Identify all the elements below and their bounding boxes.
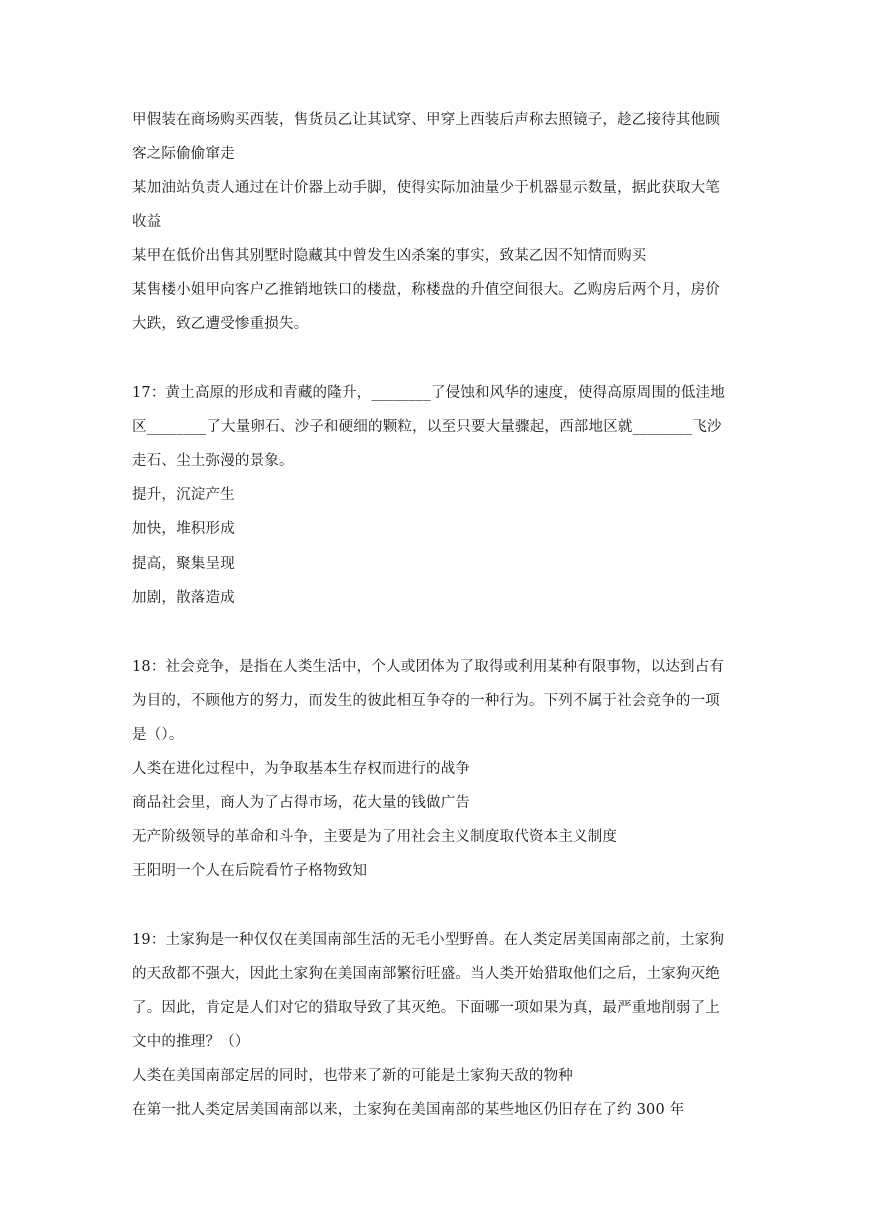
q17-option-a: 提升，沉淀产生 [132, 487, 235, 503]
q17-option-c: 提高，聚集呈现 [132, 556, 235, 572]
q18-stem-line-2: 为目的，不顾他方的努力，而发生的彼此相互争夺的一种行为。下列不属于社会竞争的一项 [132, 693, 720, 709]
q16-option-b-line-1: 某加油站负责人通过在计价器上动手脚，使得实际加油量少于机器显示数量，据此获取大笔 [132, 180, 720, 196]
q17-stem-line-1: 17：黄土高原的形成和青藏的隆升，________了侵蚀和风华的速度，使得高原周围的低洼地 [132, 385, 725, 401]
q18-option-c: 无产阶级领导的革命和斗争，主要是为了用社会主义制度取代资本主义制度 [132, 829, 618, 845]
q17-option-d: 加剧，散落造成 [132, 590, 235, 606]
q19-option-a: 人类在美国南部定居的同时，也带来了新的可能是土家狗天敌的物种 [132, 1068, 573, 1084]
q16-option-b-line-2: 收益 [132, 214, 162, 230]
q16-option-a-line-2: 客之际偷偷窜走 [132, 146, 235, 162]
q16-option-c: 某甲在低价出售其别墅时隐藏其中曾发生凶杀案的事实，致某乙因不知情而购买 [132, 248, 647, 264]
q19-stem-line-3: 了。因此，肯定是人们对它的猎取导致了其灭绝。下面哪一项如果为真，最严重地削弱了上 [132, 1000, 720, 1016]
q16-option-a-line-1: 甲假装在商场购买西装，售货员乙让其试穿、甲穿上西装后声称去照镜子，趁乙接待其他顾 [132, 112, 720, 128]
q19-stem-line-4: 文中的推理？（） [132, 1034, 250, 1050]
q16-option-d-line-2: 大跌，致乙遭受惨重损失。 [132, 316, 309, 332]
q18-option-d: 王阳明一个人在后院看竹子格物致知 [132, 863, 368, 879]
q18-option-a: 人类在进化过程中，为争取基本生存权而进行的战争 [132, 761, 471, 777]
q19-stem-line-1: 19：土家狗是一种仅仅在美国南部生活的无毛小型野兽。在人类定居美国南部之前，土家狗 [132, 932, 725, 948]
q17-option-b: 加快，堆积形成 [132, 521, 235, 537]
q18-stem-line-1: 18：社会竞争，是指在人类生活中，个人或团体为了取得或利用某种有限事物，以达到占有 [132, 659, 725, 675]
q18-stem-line-3: 是（）。 [132, 727, 184, 743]
q17-stem-line-3: 走石、尘土弥漫的景象。 [132, 453, 294, 469]
q19-option-b: 在第一批人类定居美国南部以来，土家狗在美国南部的某些地区仍旧存在了约 300 年 [132, 1102, 685, 1118]
q17-stem-line-2: 区________了大量卵石、沙子和硬细的颗粒，以至只要大量骤起，西部地区就________飞沙 [132, 419, 722, 435]
q18-option-b: 商品社会里，商人为了占得市场，花大量的钱做广告 [132, 795, 471, 811]
q16-option-d-line-1: 某售楼小姐甲向客户乙推销地铁口的楼盘，称楼盘的升值空间很大。乙购房后两个月，房价 [132, 282, 720, 298]
q19-stem-line-2: 的天敌都不强大，因此土家狗在美国南部繁衍旺盛。当人类开始猎取他们之后，土家狗灭绝 [132, 966, 720, 982]
